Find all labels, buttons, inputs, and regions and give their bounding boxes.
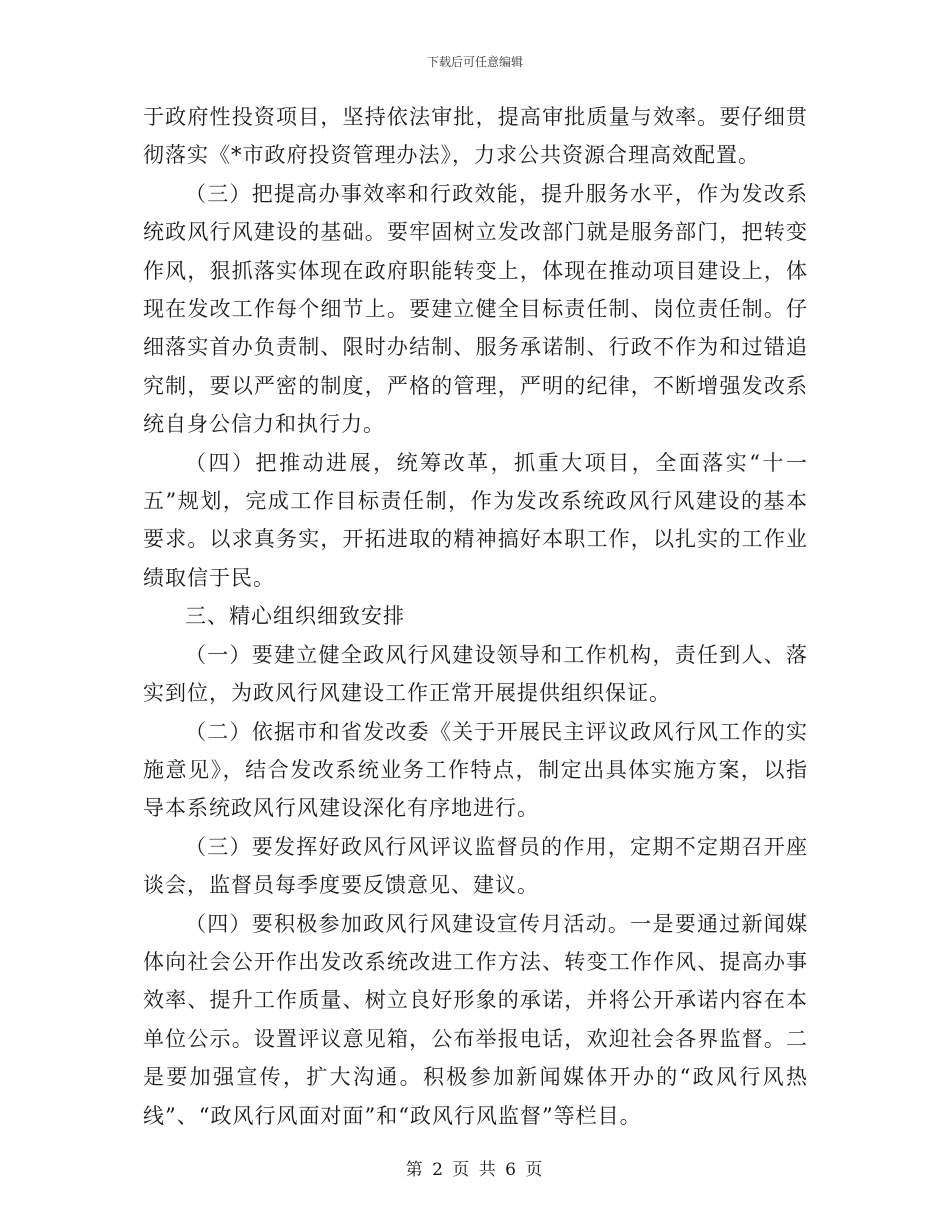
section-heading: 三、精心组织细致安排	[185, 604, 405, 629]
document-body	[143, 98, 808, 1135]
paragraph: （三）要发挥好政风行风评议监督员的作用，定期不定期召开座谈会，监督员每季度要反馈意见、建议。	[143, 834, 808, 898]
paragraph: （四）要积极参加政风行风建设宣传月活动。一是要通过新闻媒体向社会公开作出发改系统改进工作方法、转变工作作风、提高办事效率、提升工作质量、树立良好形象的承诺，并将公开承诺内容在本单位公示。设置评议意见箱，公布举报电话，欢迎社会各界监督。二是要加强宣传，扩大沟通。积极参加新闻媒体开办的“政风行风热线”、“政风行风面对面”和“政风行风监督”等栏目。	[143, 911, 808, 1128]
paragraph: （二）依据市和省发改委《关于开展民主评议政风行风工作的实施意见》，结合发改系统业务工作特点，制定出具体实施方案，以指导本系统政风行风建设深化有序地进行。	[143, 719, 808, 821]
paragraph: （四）把推动进展，统筹改革，抓重大项目，全面落实“十一五”规划，完成工作目标责任制，作为发改系统政风行风建设的基本要求。以求真务实，开拓进取的精神搞好本职工作，以扎实的工作业绩取信于民。	[143, 450, 808, 590]
paragraph: （一）要建立健全政风行风建设领导和工作机构，责任到人、落实到位，为政风行风建设工作正常开展提供组织保证。	[143, 642, 808, 706]
page-number: 第 2 页 共 6 页	[405, 1160, 545, 1180]
header-note: 下载后可任意编辑	[426, 55, 523, 69]
paragraph: 于政府性投资项目，坚持依法审批，提高审批质量与效率。要仔细贯彻落实《*市政府投资管理办法》，力求公共资源合理高效配置。	[143, 105, 808, 168]
paragraph: （三）把提高办事效率和行政效能，提升服务水平，作为发改系统政风行风建设的基础。要牢固树立发改部门就是服务部门，把转变作风，狠抓落实体现在政府职能转变上，体现在推动项目建设上，体现在发改工作每个细节上。要建立健全目标责任制、岗位责任制。仔细落实首办负责制、限时办结制、服务承诺制、行政不作为和过错追究制，要以严密的制度，严格的管理，严明的纪律，不断增强发改系统自身公信力和执行力。	[143, 181, 808, 437]
